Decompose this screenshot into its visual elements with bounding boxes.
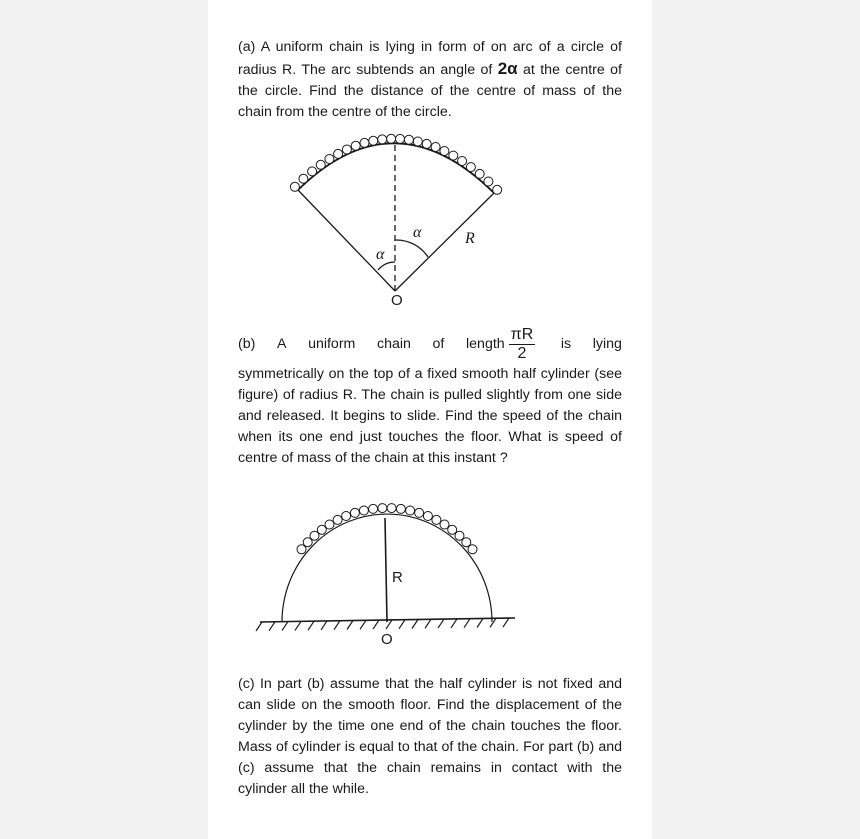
hatch-mark <box>282 622 288 631</box>
chain-bead <box>378 135 387 144</box>
chain-bead <box>484 177 493 186</box>
origin-label-a: O <box>391 292 403 309</box>
part-b-word: lying <box>592 336 622 352</box>
hatch-mark <box>347 621 353 630</box>
hatch-mark <box>438 619 444 628</box>
chain-bead <box>422 139 431 148</box>
chain-bead <box>387 134 396 143</box>
chain-bead <box>360 138 369 147</box>
part-b-word: chain <box>377 336 411 352</box>
chain-bead <box>316 160 325 169</box>
sector-radius-left <box>298 190 395 291</box>
hatch-mark <box>464 619 470 628</box>
part-a-text-start: (a) A uniform chain is lying in form of on arc of a circle of radius R. The arc subtends an angle of <box>238 39 622 78</box>
hatch-mark <box>256 622 262 631</box>
chain-bead <box>308 167 317 176</box>
chain-bead <box>342 512 351 521</box>
hatch-mark <box>503 618 509 627</box>
chain-bead <box>369 136 378 145</box>
hatch-mark <box>477 619 483 628</box>
chain-bead <box>351 141 360 150</box>
chain-bead <box>468 545 477 554</box>
hatch-mark <box>308 621 314 630</box>
hatch-mark <box>334 621 340 630</box>
chain-bead <box>423 512 432 521</box>
chain-bead <box>440 147 449 156</box>
fraction-numerator: πR <box>510 325 534 343</box>
chain-bead <box>325 520 334 529</box>
chain-bead <box>350 508 359 517</box>
chain-bead <box>475 169 484 178</box>
chain-bead <box>466 163 475 172</box>
chain-bead <box>334 149 343 158</box>
part-b-length-group <box>466 326 539 363</box>
hatch-mark <box>425 619 431 628</box>
sector-arc <box>298 143 494 193</box>
chain-bead <box>299 174 308 183</box>
hatch-mark <box>373 620 379 629</box>
length-fraction <box>509 326 536 363</box>
hatch-mark <box>321 621 327 630</box>
chain-bead <box>458 157 467 166</box>
part-b-word: of <box>432 336 445 352</box>
angle-marker-left <box>378 262 395 270</box>
hatch-mark <box>360 620 366 629</box>
chain-bead <box>369 504 378 513</box>
chain-bead <box>440 520 449 529</box>
radius-label-b: R <box>392 569 403 586</box>
hatch-mark <box>399 620 405 629</box>
chain-bead <box>413 137 422 146</box>
chain-bead <box>378 504 387 513</box>
origin-label-b: O <box>381 631 393 648</box>
part-b-first-line <box>238 322 622 366</box>
chain-beads-b <box>297 504 477 554</box>
chain-bead <box>333 515 342 524</box>
chain-bead <box>317 525 326 534</box>
part-a-angle: 2α <box>497 59 518 78</box>
hatch-mark <box>269 622 275 631</box>
alpha-label-right: α <box>413 224 422 241</box>
radius-label-a: R <box>465 230 475 247</box>
chain-bead <box>396 504 405 513</box>
part-c-question: (c) In part (b) assume that the half cylinder is not fixed and can slide on the smooth floor. Find the displacement of the cylinder by the time one end of the chain touches the floor. Mass of cylinder is equal to that of the chain. For part (b) and (c) assume that the chain remains in contact with the cylinder all the while. <box>238 676 622 797</box>
alpha-label-left: α <box>376 246 385 263</box>
hatch-mark <box>295 621 301 630</box>
cylinder-radius-line <box>385 518 387 622</box>
part-b-word: A <box>276 336 287 352</box>
chain-bead <box>431 143 440 152</box>
part-b-word: is <box>560 336 572 352</box>
chain-bead <box>290 182 299 191</box>
chain-bead <box>359 506 368 515</box>
chain-bead <box>493 185 502 194</box>
angle-marker-right <box>395 240 428 257</box>
chain-bead <box>432 515 441 524</box>
part-b-word: (b) <box>238 336 256 352</box>
hatch-mark <box>490 618 496 627</box>
chain-bead <box>342 145 351 154</box>
part-b-question: symmetrically on the top of a fixed smooth half cylinder (see figure) of radius R. The chain is pulled slightly from one side and released. It begins to slide. Find the speed of the chain when its one end just touches the floor. What is speed of centre of mass of the chain at this instant ? <box>238 366 622 466</box>
chain-bead <box>415 508 424 517</box>
chain-bead <box>387 504 396 513</box>
part-a-text-end: at the centre of the circle. Find the distance of the centre of mass of the chain from the centre of the circle. <box>238 62 622 120</box>
fraction-denominator: 2 <box>517 344 527 362</box>
chain-bead <box>406 506 415 515</box>
part-b-word: length <box>466 336 505 352</box>
chain-bead <box>449 151 458 160</box>
hatch-mark <box>412 620 418 629</box>
hatch-mark <box>451 619 457 628</box>
part-b-word: uniform <box>308 336 356 352</box>
chain-bead <box>325 155 334 164</box>
chain-bead <box>404 135 413 144</box>
chain-bead <box>396 134 405 143</box>
